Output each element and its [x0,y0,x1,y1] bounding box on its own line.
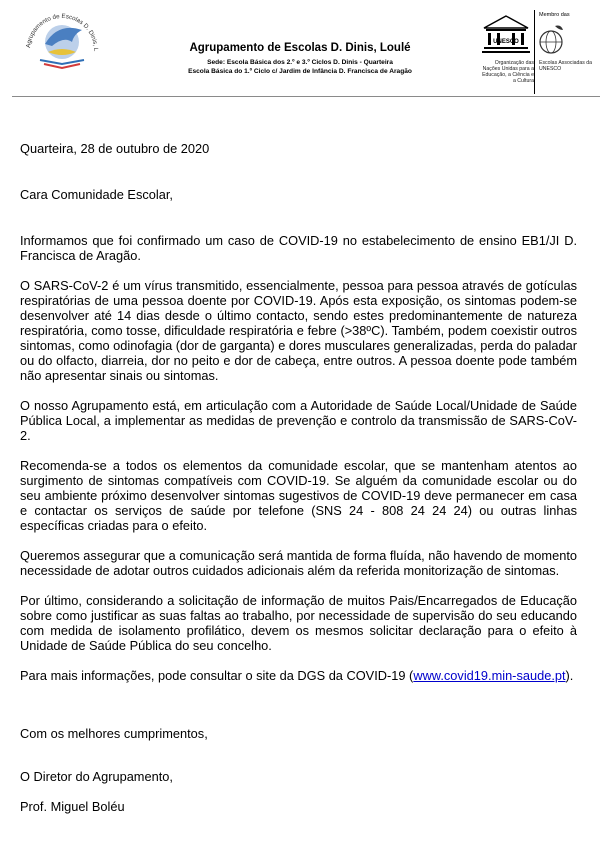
signatory-role: O Diretor do Agrupamento, [20,769,173,784]
paragraph-communication: Queremos assegurar que a comunicação será mantida de forma fluída, não havendo de momento necessidade de adotar outros cuidados adicionais além da referida monitorização de sintomas. [20,548,577,578]
paragraph-recommendation: Recomenda-se a todos os elementos da comunidade escolar, que se mantenham atentos ao surgimento de sintomas compatíveis com COVID-19. Se alguém da comunidade escolar ou do seu ambiente próximo desenvolver sintomas sugestivos de COVID-19 deve permanecer em casa e contactar os serviços de saúde por telefone (SNS 24 - 808 24 24 24) ou outras linhas específicas criadas para o efeito. [20,458,577,533]
letter-closing: Com os melhores cumprimentos, [20,726,208,741]
more-info-text: Para mais informações, pode consultar o site da DGS da COVID-19 ( [20,668,414,683]
more-info-close: ). [565,668,574,683]
aspnet-name: Escolas Associadas da UNESCO [539,60,593,72]
school-sede: Sede: Escola Básica dos 2.º e 3.º Ciclos D. Dinis - Quarteira [207,59,393,66]
aspnet-logo [534,10,595,94]
school-logo-ring-text: Agrupamento de Escolas D. Dinis, L [25,12,100,52]
header-divider [12,96,600,97]
dgs-covid-link[interactable]: www.covid19.min-saude.pt [413,668,566,683]
paragraph-sars-cov-2: O SARS-CoV-2 é um vírus transmitido, essencialmente, pessoa para pessoa através de gotículas respiratórias de uma pessoa doente por COVID-19. Após esta exposição, os sintomas podem-se desenvolver até 14 dias desde o último contacto, sendo estes predominantemente de natureza respiratória, como tosse, dificuldade respiratória e febre (>38ºC). Também, podem coexistir outros sintomas, como odinofagia (dor de garganta) e dores musculares generalizadas, perda do paladar ou do olfacto, diarreia, dor no peito e dor de cabeça, entre outros. A pessoa doente pode também não apresentar sinais ou sintomas. [20,278,577,383]
unesco-temple-icon [478,14,534,58]
letter-body [20,141,577,814]
letter-date: Quarteira, 28 de outubro de 2020 [20,141,210,156]
unesco-acronym: UNESCO [493,39,519,45]
paragraph-case-confirmed: Informamos que foi confirmado um caso de COVID-19 no estabelecimento de ensino EB1/JI D. Francisca de Aragão. [20,233,577,263]
school-name-title: Agrupamento de Escolas D. Dinis, Loulé [189,42,411,54]
letter-greeting: Cara Comunidade Escolar, [20,187,173,202]
paragraph-agrupamento: O nosso Agrupamento está, em articulação com a Autoridade de Saúde Local/Unidade de Saúde Pública Local, a implementar as medidas de prevenção e controlo da transmissão de SARS-CoV-2. [20,398,577,443]
unesco-logo [478,14,534,94]
letterhead [0,0,615,100]
school-logo [12,6,112,86]
aspnet-globe-icon [539,22,565,58]
school-secondary: Escola Básica do 1.º Ciclo c/ Jardim de Infância D. Francisca de Aragão [188,68,412,75]
unesco-org-name: Organização das Nações Unidas para a Educação, a Ciência e a Cultura [482,60,534,84]
aspnet-member-label: Membro das [539,12,570,18]
paragraph-justification: Por último, considerando a solicitação de informação de muitos Pais/Encarregados de Educação sobre como justificar as suas faltas ao trabalho, por necessidade de supervisão do seu educando com medida de isolamento profilático, devem os mesmos solicitar declaração para o efeito à Unidade de Saúde Pública do seu concelho. [20,593,577,653]
signatory-name: Prof. Miguel Boléu [20,799,125,814]
paragraph-more-info [20,668,577,683]
